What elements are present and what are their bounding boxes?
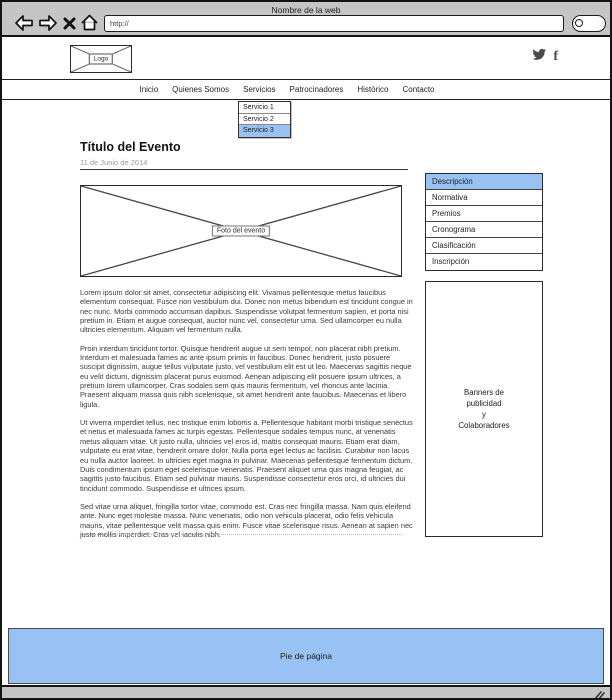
nav-item-patrocinadores[interactable]: Patrocinadores (289, 85, 344, 94)
forward-button[interactable] (38, 14, 58, 32)
back-button[interactable] (14, 14, 34, 32)
menu-item-premios[interactable]: Premios (426, 206, 542, 222)
resize-grip-icon (593, 691, 605, 700)
nav-item-quienes-somos[interactable]: Quienes Somos (172, 85, 230, 94)
nav-item-contacto[interactable]: Contacto (402, 85, 435, 94)
footer-label: Pie de página (280, 651, 332, 661)
event-section-menu (425, 173, 543, 271)
dropdown-item-servicio-1[interactable]: Servicio 1 (239, 102, 290, 114)
url-input[interactable] (104, 15, 564, 32)
paragraph: Ut viverra imperdiet tellus, nec tristique enim lobortis a. Pellentesque habitant morbi tristique senectus et netus et malesuada fames ac turpis egestas. Pellentesque sodales tempus nunc, at venenatis metus aliquam vitae. Ut justo nulla, ultricies vel eros id, mattis consequat mauris. Etiam erat diam, vulputate eu erat vitae, hendrerit ornare dolor. Nulla porta eget lectus ac facilisis. Curabitur non lacus eu nulla auctor laoreet. In ultricies eget magna in pulvinar. Maecenas pellentesque fermentum dictum. Duis condimentum ipsum eget scelerisque venenatis. Praesent aliquet urna quis magna feugiat, ac sagittis justo faucibus. Etiam sed pulvinar mauris. Suspendisse consectetur eros orci, id ultricies dui tincidunt commodo. Suspendisse et ultrices ipsum. (80, 418, 413, 493)
stop-button[interactable] (62, 16, 77, 31)
page-content (2, 35, 610, 687)
close-icon (62, 16, 77, 31)
menu-item-descripcion[interactable]: Descripción (426, 174, 542, 190)
home-icon (80, 13, 99, 32)
title-divider (80, 169, 408, 170)
resize-grip[interactable] (593, 687, 605, 696)
logo-label: Logo (89, 54, 113, 65)
nav-item-historico[interactable]: Histórico (357, 85, 389, 94)
dotted-separator (80, 534, 402, 535)
menu-item-inscripcion[interactable]: Inscripción (426, 254, 542, 270)
paragraph: Sed vitae urna aliquet, fringilla tortor vitae, commodo est. Cras nec fringilla massa. Nam quis eleifend ante. Nunc eget molestie massa. Nunc venenatis, odio non vehicula placerat, odio felis vehicula mauris, vitae pellentesque velit massa quis enim. Fusce vitae scelerisque risus. Aenean at sapien nec justo mollis imperdiet. Cras vel iaculis nibh. (80, 501, 413, 539)
main-nav (2, 80, 610, 100)
back-arrow-icon (14, 14, 34, 32)
event-date: 11 de Junio de 2014 (80, 158, 148, 167)
paragraph: Lorem ipsum dolor sit amet, consectetur adipiscing elit. Vivamus pellentesque metus faucibus elementum consequat. Fusce non vestibulum dui. Donec non metus bibendum est tincidunt congue in nec nunc. Morbi commodo accumsan dapibus. Suspendisse volutpat fermentum sapien, et porta nisi pretium in. Etiam et augue consequat, auctor nunc vel, consectetur urna. Sed ullamcorper eu nulla ultricies elementum. Aliquam vel fermentum nulla. (80, 288, 413, 335)
logo-placeholder[interactable] (70, 45, 132, 73)
page-footer (8, 628, 604, 684)
nav-item-servicios[interactable]: Servicios (243, 85, 276, 94)
nav-item-inicio[interactable]: Inicio (139, 85, 159, 94)
home-button[interactable] (80, 13, 99, 32)
forward-arrow-icon (38, 14, 58, 32)
menu-item-clasificacion[interactable]: Clasificación (426, 238, 542, 254)
site-header (2, 37, 610, 80)
dropdown-item-servicio-3[interactable]: Servicio 3 (239, 125, 290, 137)
search-icon (575, 19, 583, 27)
dropdown-item-servicio-2[interactable]: Servicio 2 (239, 114, 290, 126)
event-photo-placeholder (80, 185, 402, 277)
window-title: Nombre de la web (271, 5, 341, 15)
social-links (532, 48, 558, 66)
banners-placeholder (425, 281, 543, 537)
servicios-dropdown (238, 101, 291, 138)
twitter-icon[interactable] (532, 48, 547, 66)
facebook-icon[interactable]: f (553, 49, 558, 64)
menu-item-normativa[interactable]: Normativa (426, 190, 542, 206)
article-body (80, 288, 414, 548)
page-title: Título del Evento (80, 140, 181, 154)
menu-item-cronograma[interactable]: Cronograma (426, 222, 542, 238)
photo-label: Foto del evento (212, 226, 270, 237)
banners-label: Banners de publicidad y Colaboradores (458, 388, 510, 430)
search-box[interactable] (572, 15, 606, 32)
paragraph: Proin interdum tincidunt tortor. Quisque hendrerit augue ut sem tempor, non placerat nibh pretium. Interdum et malesuada fames ac ante ipsum primis in faucibus. Donec hendrerit, justo posuere suscipit dignissim, augue tellus vulputate justo, vel vestibulum elit est ut leo. Maecenas sagittis neque eu velit dictum, dignissim placerat purus euismod. Aenean adipiscing elit posuere ipsum ultrices, a pretium lorem ullamcorper. Cras sodales sem quis mauris fermentum, vel rhoncus ante lacinia. Praesent aliquam massa quis nibh scelerisque, sit amet hendrerit ante faucibus. Maecenas et libero ligula. (80, 343, 412, 409)
